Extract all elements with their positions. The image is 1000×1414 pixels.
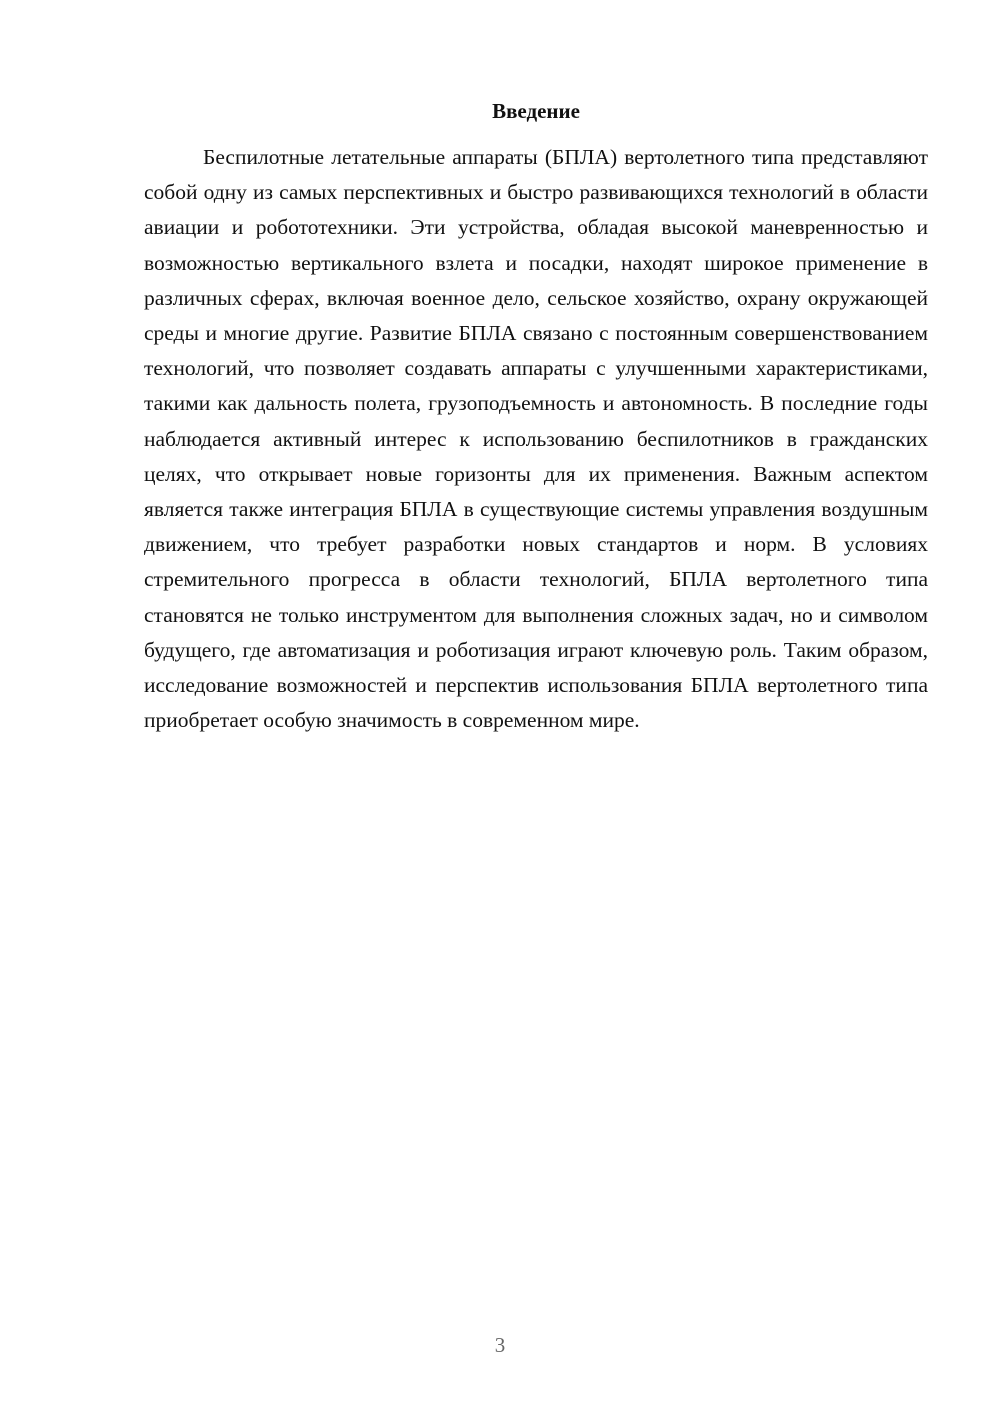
body-paragraph: Беспилотные летательные аппараты (БПЛА) вертолетного типа представляют собой одну из самых перспективных и быстро развивающихся технологий в области авиации и робототехники. Эти устройства, обладая высокой маневренностью и возможностью вертикального взлета и посадки, находят широкое применение в различных сферах, включая военное дело, сельское хозяйство, охрану окружающей среды и многие другие. Развитие БПЛА связано с постоянным совершенствованием технологий, что позволяет создавать аппараты с улучшенными характеристиками, такими как дальность полета, грузоподъемность и автономность. В последние годы наблюдается активный интерес к использованию беспилотников в гражданских целях, что открывает новые горизонты для их применения. Важным аспектом является также интеграция БПЛА в существующие системы управления воздушным движением, что требует разработки новых стандартов и норм. В условиях стремительного прогресса в области технологий, БПЛА вертолетного типа становятся не только инструментом для выполнения сложных задач, но и символом будущего, где автоматизация и роботизация играют ключевую роль. Таким образом, исследование возможностей и перспектив использования БПЛА вертолетного типа приобретает особую значимость в современном мире. [144, 145, 928, 733]
page-content [144, 92, 928, 738]
page-number: 3 [494, 1333, 506, 1357]
section-heading: Введение [492, 99, 580, 123]
